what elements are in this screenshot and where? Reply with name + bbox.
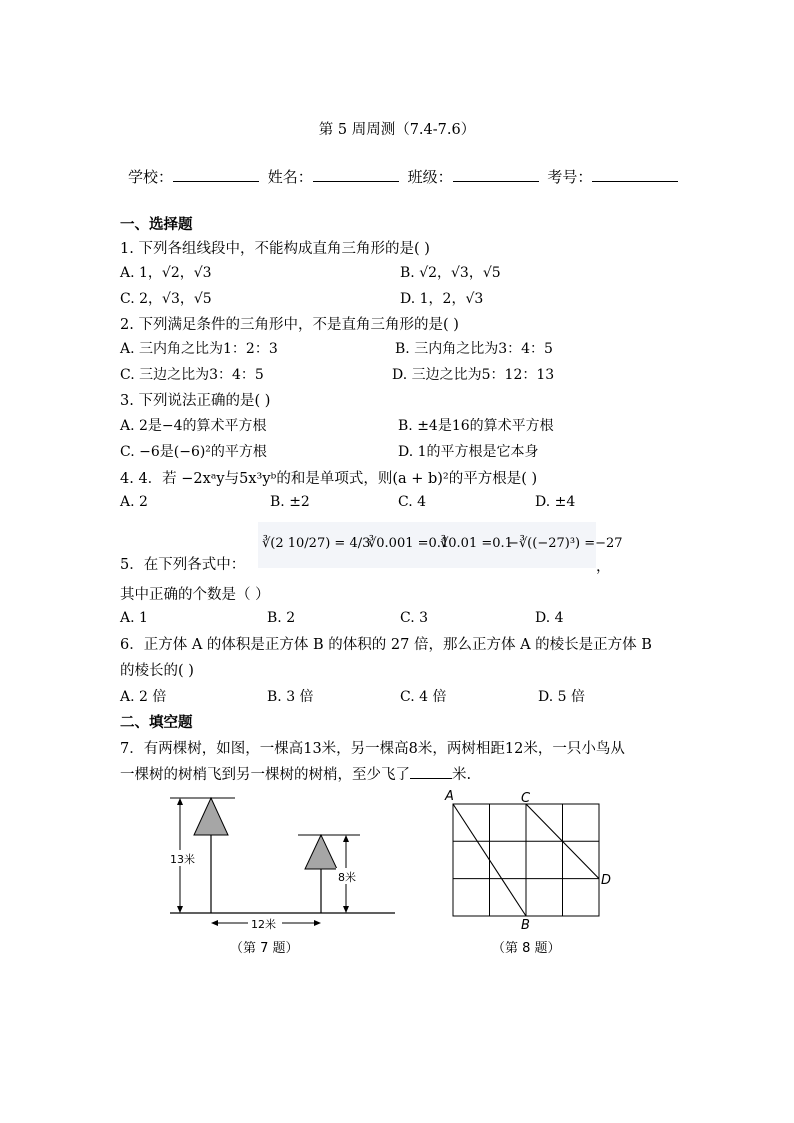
q1-option-b: B. √2，√3，√5 — [400, 265, 501, 281]
q7-line1: 7．有两棵树，如图，一棵高13米，另一棵高8米，两树相距12米，一只小鸟从 — [120, 741, 625, 757]
fig7-label-13: 13米 — [170, 853, 195, 866]
figure-8 — [440, 786, 620, 956]
fig7-label-8: 8米 — [338, 871, 356, 884]
q2-option-c: C. 三边之比为3：4：5 — [120, 367, 264, 383]
school-blank[interactable] — [173, 165, 259, 182]
q5-tail: ， — [596, 559, 611, 575]
exam-no-label: 考号： — [547, 168, 593, 186]
q4-option-a: A. 2 — [120, 494, 148, 510]
q4-option-b: B. ±2 — [270, 494, 310, 510]
fig7-label-12: 12米 — [251, 918, 276, 931]
student-info-line — [128, 165, 682, 187]
q6-option-a: A. 2 倍 — [120, 689, 167, 705]
q5-stem: 5．在下列各式中： — [120, 557, 246, 573]
fig7-caption: （第 7 题） — [230, 941, 299, 956]
name-blank[interactable] — [313, 165, 399, 182]
q2-option-d: D. 三边之比为5：12：13 — [392, 367, 555, 383]
q6-option-d: D. 5 倍 — [538, 689, 585, 705]
class-label: 班级： — [407, 168, 453, 186]
fig8-point-c: C — [521, 791, 531, 806]
fig8-point-b: B — [521, 918, 530, 933]
q3-option-a: A. 2是−4的算术平方根 — [120, 418, 267, 434]
q6-stem: 6．正方体 A 的体积是正方体 B 的体积的 27 倍，那么正方体 A 的棱长是正方体 B — [120, 637, 652, 653]
q1-option-c: C. 2，√3，√5 — [120, 291, 212, 307]
q5-formula-2: ∛0.001 =0.1 — [368, 536, 450, 551]
q5-option-d: D. 4 — [535, 610, 564, 626]
q1-option-a: A. 1，√2，√3 — [120, 265, 212, 281]
q5-formula-3: ∛0.01 =0.1 — [440, 536, 513, 551]
section-choice-title: 一、选择题 — [120, 216, 193, 233]
q3-option-d: D. 1的平方根是它本身 — [398, 444, 539, 460]
q4-option-c: C. 4 — [398, 494, 427, 510]
q1-option-d: D. 1，2，√3 — [400, 291, 484, 307]
q6-option-b: B. 3 倍 — [267, 689, 314, 705]
q5-stem2: 其中正确的个数是（ ） — [120, 587, 270, 603]
class-blank[interactable] — [453, 165, 539, 182]
page-title: 第 5 周周测（7.4-7.6） — [318, 122, 476, 138]
q5-formula-1: ∛(2 10/27) = 4/3 — [262, 536, 371, 551]
q5-formula-4: −∛((−27)³) =−27 — [508, 536, 623, 551]
section-fill-title: 二、填空题 — [120, 714, 193, 731]
q3-option-c: C. −6是(−6)²的平方根 — [120, 444, 267, 460]
q1-stem: 1. 下列各组线段中，不能构成直角三角形的是( ) — [120, 241, 430, 257]
q2-option-b: B. 三内角之比为3：4：5 — [395, 341, 553, 357]
q7-answer-blank[interactable] — [410, 764, 452, 779]
q4-option-d: D. ±4 — [535, 494, 576, 510]
q2-option-a: A. 三内角之比为1：2：3 — [120, 341, 278, 357]
q2-stem: 2. 下列满足条件的三角形中，不是直角三角形的是( ) — [120, 317, 459, 333]
q3-option-b: B. ±4是16的算术平方根 — [398, 418, 554, 434]
q5-option-b: B. 2 — [267, 610, 296, 626]
q7-line2 — [120, 763, 471, 784]
fig8-point-d: D — [601, 873, 612, 888]
school-label: 学校： — [128, 168, 174, 186]
name-label: 姓名： — [267, 168, 313, 186]
figure-7 — [160, 786, 405, 956]
q4-stem: 4. 4．若 −2xᵃy与5x³yᵇ的和是单项式，则(a + b)²的平方根是( ) — [120, 471, 538, 487]
q6-stem2: 的棱长的( ) — [120, 663, 194, 679]
q3-stem: 3. 下列说法正确的是( ) — [120, 393, 271, 409]
q5-formula-image — [258, 522, 623, 568]
q5-option-c: C. 3 — [400, 610, 429, 626]
q5-option-a: A. 1 — [120, 610, 148, 626]
q7-line2-post: 米. — [452, 767, 472, 783]
q6-option-c: C. 4 倍 — [400, 689, 447, 705]
fig8-point-a: A — [445, 789, 454, 804]
fig8-caption: （第 8 题） — [492, 941, 561, 956]
exam-no-blank[interactable] — [592, 165, 678, 182]
q7-line2-pre: 一棵树的树梢飞到另一棵树的树梢，至少飞了 — [120, 767, 410, 783]
